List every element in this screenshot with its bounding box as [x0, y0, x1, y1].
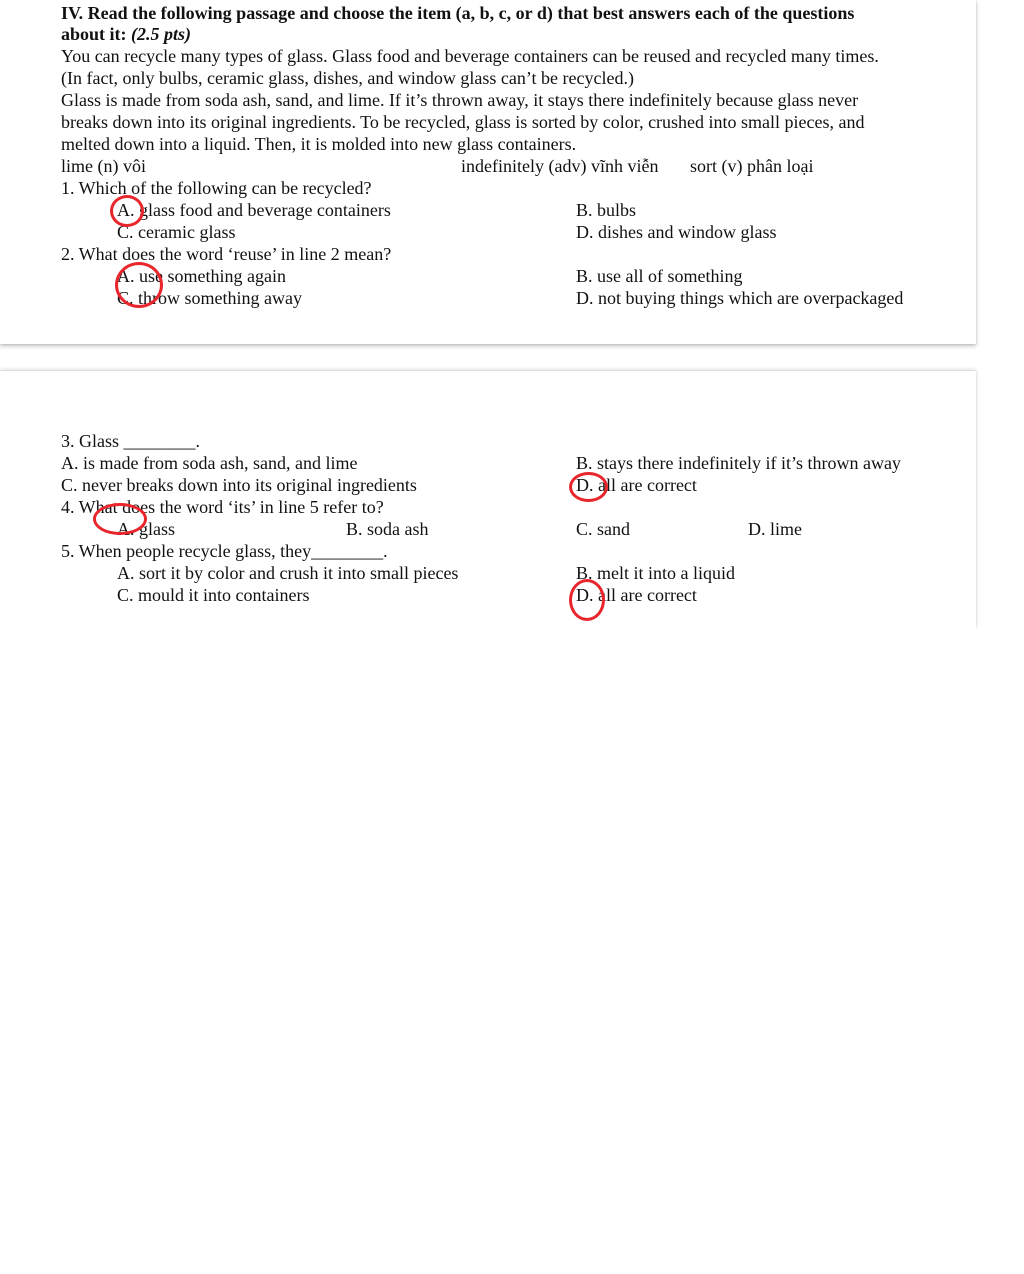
- vocab-indefinitely: indefinitely (adv) vĩnh viễn: [461, 156, 659, 176]
- points-label: (2.5 pts): [131, 24, 192, 44]
- question-1-option-b[interactable]: B. bulbs: [576, 200, 637, 220]
- question-2-option-c[interactable]: C. throw something away: [117, 288, 302, 308]
- question-2-stem: 2. What does the word ‘reuse’ in line 2 mean?: [61, 244, 392, 264]
- question-3-option-c[interactable]: C. never breaks down into its original ingredients: [61, 475, 417, 495]
- question-2-option-b[interactable]: B. use all of something: [576, 266, 743, 286]
- passage-line: (In fact, only bulbs, ceramic glass, dishes, and window glass can’t be recycled.): [61, 68, 634, 88]
- question-2-option-a[interactable]: A. use something again: [117, 266, 286, 286]
- vocab-sort: sort (v) phân loại: [690, 156, 814, 176]
- question-5-option-c[interactable]: C. mould it into containers: [117, 585, 310, 605]
- question-3-option-a[interactable]: A. is made from soda ash, sand, and lime: [61, 453, 358, 473]
- heading-about: about it:: [61, 24, 132, 44]
- section-heading: IV. Read the following passage and choose the item (a, b, c, or d) that best answers each of the questions: [61, 3, 855, 23]
- vocab-lime: lime (n) vôi: [61, 156, 146, 176]
- worksheet-page-2: [0, 371, 976, 629]
- question-1-stem: 1. Which of the following can be recycled?: [61, 178, 372, 198]
- question-1-option-d[interactable]: D. dishes and window glass: [576, 222, 777, 242]
- passage-line: Glass is made from soda ash, sand, and lime. If it’s thrown away, it stays there indefinitely because glass never: [61, 90, 859, 110]
- passage-line: You can recycle many types of glass. Glass food and beverage containers can be reused and recycled many times.: [61, 46, 879, 66]
- section-heading-line2: [61, 23, 191, 45]
- question-3-option-b[interactable]: B. stays there indefinitely if it’s thrown away: [576, 453, 901, 473]
- question-4-option-d[interactable]: D. lime: [748, 519, 802, 539]
- question-4-option-b[interactable]: B. soda ash: [346, 519, 429, 539]
- question-1-option-a[interactable]: A. glass food and beverage containers: [117, 200, 391, 220]
- question-4-option-c[interactable]: C. sand: [576, 519, 630, 539]
- question-3-option-d[interactable]: D. all are correct: [576, 475, 697, 495]
- question-4-stem: 4. What does the word ‘its’ in line 5 refer to?: [61, 497, 384, 517]
- question-5-option-d[interactable]: D. all are correct: [576, 585, 697, 605]
- question-4-option-a[interactable]: A. glass: [117, 519, 175, 539]
- question-5-option-a[interactable]: A. sort it by color and crush it into small pieces: [117, 563, 459, 583]
- question-3-stem: 3. Glass ________.: [61, 431, 200, 451]
- question-5-option-b[interactable]: B. melt it into a liquid: [576, 563, 735, 583]
- question-1-option-c[interactable]: C. ceramic glass: [117, 222, 236, 242]
- worksheet-page-1: [0, 0, 976, 344]
- blank-area: [0, 629, 1024, 1274]
- passage-line: melted down into a liquid. Then, it is molded into new glass containers.: [61, 134, 577, 154]
- question-5-stem: 5. When people recycle glass, they________.: [61, 541, 388, 561]
- question-2-option-d[interactable]: D. not buying things which are overpackaged: [576, 288, 904, 308]
- passage-line: breaks down into its original ingredients. To be recycled, glass is sorted by color, crushed into small pieces, and: [61, 112, 865, 132]
